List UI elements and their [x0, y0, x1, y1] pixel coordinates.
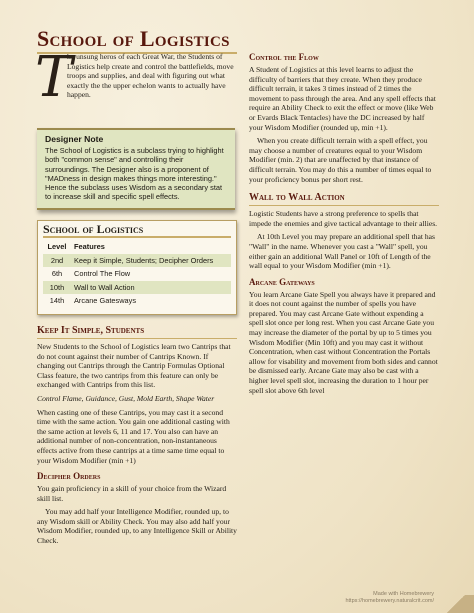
kiss-cantrip-list	[37, 394, 237, 404]
section-heading-wall: Wall to Wall Action	[249, 192, 439, 206]
table-cell-feature: Keep it Simple, Students; Decipher Orders	[71, 254, 231, 268]
table-row	[43, 294, 231, 308]
kiss-paragraph-2: When casting one of these Cantrips, you may cast it a second time with the same action. You gain one additional casting with the same action at levels 6, 11 and 17. You also can have an additional number of non-concentration, non-instantaneous effects active from these cantrips at a time same time equal to your Wisdom Modifier (min +1)	[37, 407, 230, 465]
flow-paragraph-1: A Student of Logistics at this level learns to adjust the difficulty of barriers that they create. When they produce difficult terrain, it takes 3 times instead of 2 times the movement to pass through the area. And any spell effects that require an Ability Check to exit the effect or move (like Web or Evards Black Tentacles) have the DC increased by half your Wisdom Modifier (rounded up, min +1).	[249, 65, 436, 132]
table-header-features: Features	[74, 242, 105, 252]
decipher-paragraph-2: You may add half your Intelligence Modifier, rounded up, to any Wisdom skill or Ability Check. You may also add half your Wisdom Modifier, rounded up, to any Intelligence Skill or Ability Check.	[37, 507, 237, 546]
page-title: School of Logistics	[37, 26, 230, 51]
drop-cap: T	[35, 45, 73, 110]
decipher-paragraph-1: You gain proficiency in a skill of your choice from the Wizard skill list.	[37, 484, 227, 503]
table-cell-feature: Wall to Wall Action	[71, 281, 231, 295]
left-column	[35, 45, 237, 550]
designer-note-text: The School of Logistics is a subclass trying to highlight both "common sense" and controlling their surroundings. The Designer also is a proponent of "MADness in design makes things more interesting." Hence the subclass uses Wisdom as a secondary stat to increase skill and specific spell effects.	[45, 146, 224, 202]
table-header-row	[43, 240, 231, 254]
table-row	[43, 254, 231, 268]
wall-paragraph-1: Logistic Students have a strong preference to spells that impede the enemies and give tactical advantage to their allies.	[249, 209, 438, 228]
table-cell-level: 10th	[43, 281, 71, 295]
gate-paragraph-1: You learn Arcane Gate Spell you always have it prepared and it does not count against the number of spells you have prepared. You may cast Arcane Gate without expending a spell slot once per long rest. When you cast Arcane Gate you may increase the diameter of the portal by up to 5 times you Wisdom Modifier (Min 10ft) and you may cast it without Concentration, when cast without Concentration the Portals allow for visability and movement from both sides and cannot be dismissed early. Arcane Gate may also be cast with a higher level spell slot, increasing the duration to 1 hour per spell slot above 6th level	[249, 289, 438, 395]
table-cell-feature: Arcane Gatesways	[74, 296, 137, 306]
feature-table-box	[37, 220, 237, 315]
feature-table-title: School of Logistics	[43, 225, 231, 238]
designer-note-title: Designer Note	[45, 134, 104, 144]
table-row	[43, 267, 231, 281]
intro-text: he unsung heros of each Great War, the Students of Logistics help create and control the battlefields, move troops and supplies, and deal with figuring out what exactly the the upper echelon wants to actually have happen.	[67, 52, 234, 100]
right-column	[249, 52, 439, 399]
feature-table	[43, 240, 231, 308]
wall-paragraph-2: At 10th Level you may prepare an additional spell that has "Wall" in the name. Whenever you cast a "Wall" spell, you either gain an additional Wall Panel or 10ft of Length of the wall equal to your Wisdom Modifier (min +1).	[249, 232, 435, 271]
designer-note-box	[37, 128, 235, 210]
section-heading-decipher: Decipher Orders	[37, 471, 101, 482]
flow-paragraph-2: When you create difficult terrain with a spell effect, you may choose a number of creatures equal to your Wisdom Modifier (min. 2) that are unaffected by that instance of difficult terrain. You may do this a number of times equal to your proficiency bonus per short rest.	[249, 136, 432, 184]
table-cell-level: 2nd	[43, 254, 71, 268]
intro-paragraph	[35, 45, 237, 122]
section-heading-kiss: Keep It Simple, Students	[37, 325, 237, 339]
table-cell-level: 14th	[49, 296, 65, 306]
footer-credit	[345, 591, 434, 605]
section-heading-gate: Arcane Gateways	[249, 276, 315, 287]
table-row	[43, 281, 231, 295]
table-header-level: Level	[47, 242, 67, 252]
footer-line-1: Made with Homebrewery	[373, 591, 434, 597]
table-cell-feature: Control The Flow	[74, 269, 131, 279]
footer-link[interactable]: https://homebrewery.naturalcrit.com/	[345, 598, 434, 604]
page-corner-curl	[438, 595, 474, 613]
table-cell-level: 6th	[51, 269, 63, 279]
section-heading-flow: Control the Flow	[249, 52, 319, 62]
kiss-paragraph-1: New Students to the School of Logistics learn two Cantrips that do not count against their number of Cantrips Known. If changing out Cantrips through the Cantrip Formulas Optional Class feature, the two cantrips from this feature can only be exchanged with Cantrips from this list.	[37, 341, 231, 390]
kiss-cantrip-list-text: Control Flame, Guidance, Gust, Mold Earth, Shape Water	[37, 393, 215, 403]
